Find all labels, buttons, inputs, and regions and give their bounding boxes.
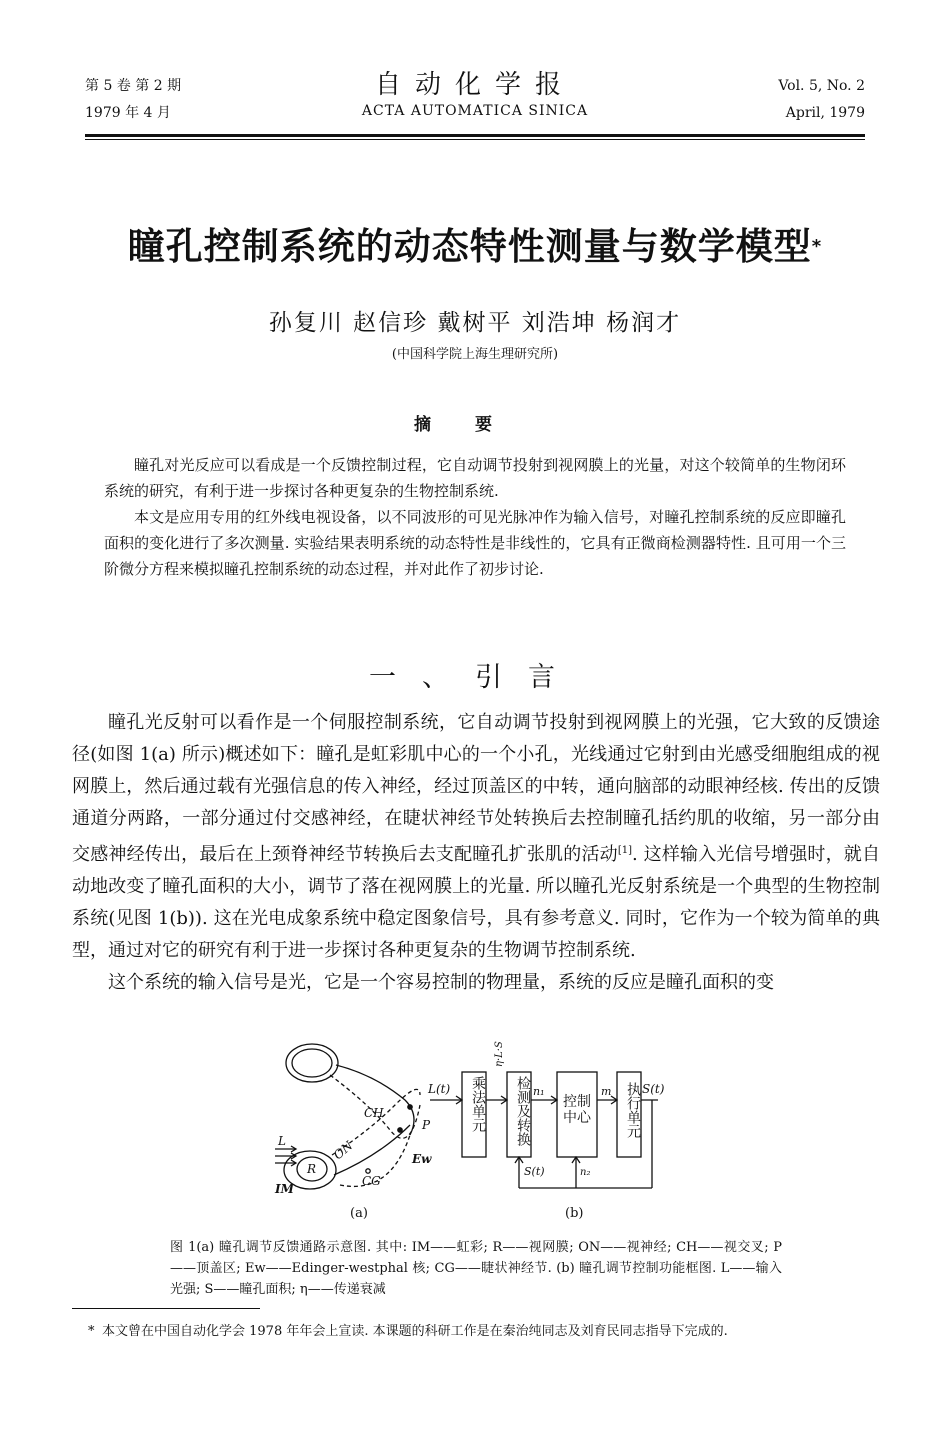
author-list: 孙复川 赵信珍 戴树平 刘浩坤 杨润才 xyxy=(268,310,682,336)
body-paragraph: 瞳孔光反射可以看作是一个伺服控制系统，它自动调节投射到视网膜上的光强，它大致的反馈途径(如图 1(a) 所示)概述如下：瞳孔是虹彩肌中心的一个小孔，光线通过它射到由光感受细胞组成的视网膜上，然后通过载有光强信息的传入神经，经过顶盖区的中转，通向脑部的动眼神经核. 传出的反馈通道分两路，一部分通过付交感神经，在睫状神经节处转换后去控制瞳孔括约肌的收缩，另一部分由交感神经传出，最后在上颈脊神经节转换后去支配瞳孔扩张肌的活动[1]. 这样输入光信号增强时，就自动地改变了瞳孔面积的大小，调节了落在视网膜上的光量. 所以瞳孔光反射系统是一个典型的生物控制系统(见图 1(b)). 这在光电成象系统中稳定图象信号，具有参考意义. 同时，它作为一个较为简单的典型，通过对它的研究有利于进一步探讨各种更复杂的生物调节控制系统. xyxy=(72,712,880,961)
body-text xyxy=(72,707,880,999)
feedback-label: S(t) xyxy=(524,1165,545,1178)
footnote-rule xyxy=(72,1308,260,1309)
eye-upper-outline xyxy=(286,1044,338,1082)
m-label: m xyxy=(601,1085,612,1098)
abstract-paragraph: 瞳孔对光反应可以看成是一个反馈控制过程，它自动调节投射到视网膜上的光量，对这个较简单的生物闭环系统的研究，有利于进一步探讨各种更复杂的生物控制系统. xyxy=(104,456,846,500)
actuator-label: 执行单元 xyxy=(625,1082,641,1138)
body-paragraph: 这个系统的输入信号是光，它是一个容易控制的物理量，系统的反应是瞳孔面积的变 xyxy=(108,972,774,993)
output-label: S(t) xyxy=(642,1082,665,1096)
eta-label: η·L·S xyxy=(494,1041,505,1067)
input-label: L(t) xyxy=(428,1082,451,1096)
label-CG: CG xyxy=(362,1174,381,1188)
affiliation: (中国科学院上海生理研究所) xyxy=(391,347,559,362)
pathway-diagram xyxy=(274,1044,432,1196)
abstract-heading: 摘要 xyxy=(414,415,536,435)
subfigure-a-label: (a) xyxy=(350,1206,368,1221)
label-L: L xyxy=(278,1134,286,1148)
multiplier-label: 乘法单元 xyxy=(470,1076,486,1132)
n2-label: n₂ xyxy=(580,1167,591,1178)
volume-issue: 第 5 卷 第 2 期 xyxy=(85,78,182,94)
issue-date: 1979 年 4 月 xyxy=(85,105,171,121)
ganglion-dot xyxy=(366,1169,370,1173)
header-rule-thin xyxy=(85,139,865,140)
journal-title-en: ACTA AUTOMATICA SINICA xyxy=(361,103,589,119)
label-CH: CH xyxy=(364,1106,384,1120)
abstract-paragraph: 本文是应用专用的红外线电视设备，以不同波形的可见光脉冲作为输入信号，对瞳孔控制系统的反应即瞳孔面积的变化进行了多次测量. 实验结果表明系统的动态特性是非线性的，它具有正微商检测器特性. 且可用一个三阶微分方程来模拟瞳孔控制系统的动态过程，并对此作了初步讨论. xyxy=(104,508,846,578)
header-rule xyxy=(85,134,865,137)
label-Ew: Ew xyxy=(412,1152,432,1166)
pathway-solid-1 xyxy=(336,1065,414,1135)
label-R: R xyxy=(307,1162,317,1176)
nucleus-dot xyxy=(408,1105,412,1109)
journal-title-cn: 自动化学报 xyxy=(374,70,575,100)
label-P: P xyxy=(422,1118,431,1132)
label-IM: IM xyxy=(275,1182,294,1196)
title-footnote-mark: * xyxy=(811,236,823,257)
eye-upper-inner xyxy=(292,1049,332,1077)
control-center-label: 控制中心 xyxy=(563,1094,591,1126)
detector-label: 检测及转换 xyxy=(515,1076,531,1146)
footnote-mark: * xyxy=(88,1324,95,1339)
volume-number: Vol. 5, No. 2 xyxy=(778,78,865,94)
n1-label: n₁ xyxy=(533,1085,545,1098)
subfigure-b-label: (b) xyxy=(565,1206,584,1221)
section-heading: 一、引言 xyxy=(369,662,581,693)
abstract-body xyxy=(104,452,846,582)
footnote xyxy=(88,1322,888,1342)
footnote-text: 本文曾在中国自动化学会 1978 年年会上宣读. 本课题的科研工作是在秦治纯同志及刘育民同志指导下完成的. xyxy=(102,1324,728,1339)
issue-month: April, 1979 xyxy=(785,105,865,121)
label-ON: ON xyxy=(330,1138,356,1163)
figure-caption: 图 1(a) 瞳孔调节反馈通路示意图. 其中: IM——虹彩; R——视网膜; ON——视神经; CH——视交叉; P——顶盖区; Ew——Edinger-westphal 核; CG——睫状神经节. (b) 瞳孔调节控制功能框图. L——输入光强; S——瞳孔面积; η——传递衰减 xyxy=(170,1240,782,1297)
paper-title: 瞳孔控制系统的动态特性测量与数学模型* xyxy=(127,225,823,268)
tectum-dot xyxy=(398,1128,402,1132)
citation[interactable]: [1] xyxy=(617,845,633,856)
